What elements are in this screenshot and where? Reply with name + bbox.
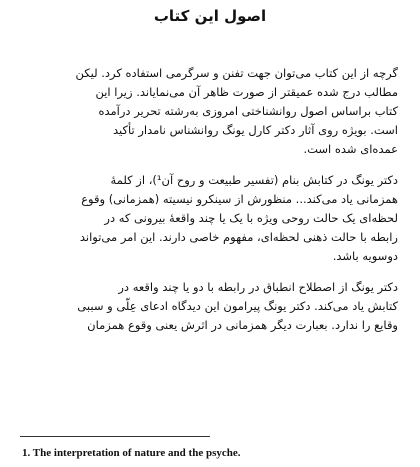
text-line: دکتر یونگ از اصطلاح انطباق در رابطه با دو یا چند واقعه در bbox=[118, 280, 398, 294]
text-line: دکتر یونگ در کتابش بنام (تفسیر طبیعت و روح آن¹)، از کلمهٔ bbox=[110, 173, 398, 187]
text-line: مطالب درج شده عمیقتر از صورت ظاهر آن می‌نمایاند. زیرا این bbox=[95, 85, 398, 99]
page-title: اصول این کتاب bbox=[153, 7, 267, 25]
paragraph-2 bbox=[26, 171, 398, 266]
text-line: کتابش یاد می‌کند. دکتر یونگ پیرامون این دیدگاه ادعای عِلّی و سببی bbox=[77, 299, 398, 313]
text-line: است. بویژه روی آثار دکتر کارل یونگ روانشناس نامدار تأکید bbox=[113, 123, 398, 137]
text-line: عمده‌ای شده است. bbox=[303, 142, 398, 156]
text-line: گرچه از این کتاب می‌توان جهت تفنن و سرگرمی استفاده کرد. لیکن bbox=[75, 66, 398, 80]
paragraph-1 bbox=[26, 64, 398, 159]
footnote: 1. The interpretation of nature and the psyche. bbox=[22, 447, 241, 459]
body-text bbox=[26, 64, 398, 341]
text-line: دوسویه باشد. bbox=[332, 249, 398, 263]
text-line: لحظه‌ای یک حالت روحی ویژه با یک یا چند واقعهٔ بیرونی که در bbox=[104, 211, 398, 225]
footnote-divider bbox=[20, 436, 210, 437]
text-line: همزمانی یاد می‌کند... منظورش از سینکرو نیسیته (همزمانی) وقوع bbox=[81, 192, 398, 206]
paragraph-3 bbox=[26, 278, 398, 335]
text-line: وقایع را ندارد. بعبارت دیگر همزمانی در اثرش یعنی وقوع همزمان bbox=[87, 318, 398, 332]
text-line: کتاب براساس اصول روانشناختی امروزی به‌رشته تحریر درآمده bbox=[98, 104, 398, 118]
text-line: رابطه با حالت ذهنی لحظه‌ای، مفهوم خاصی دارند. این امر می‌تواند bbox=[79, 230, 398, 244]
